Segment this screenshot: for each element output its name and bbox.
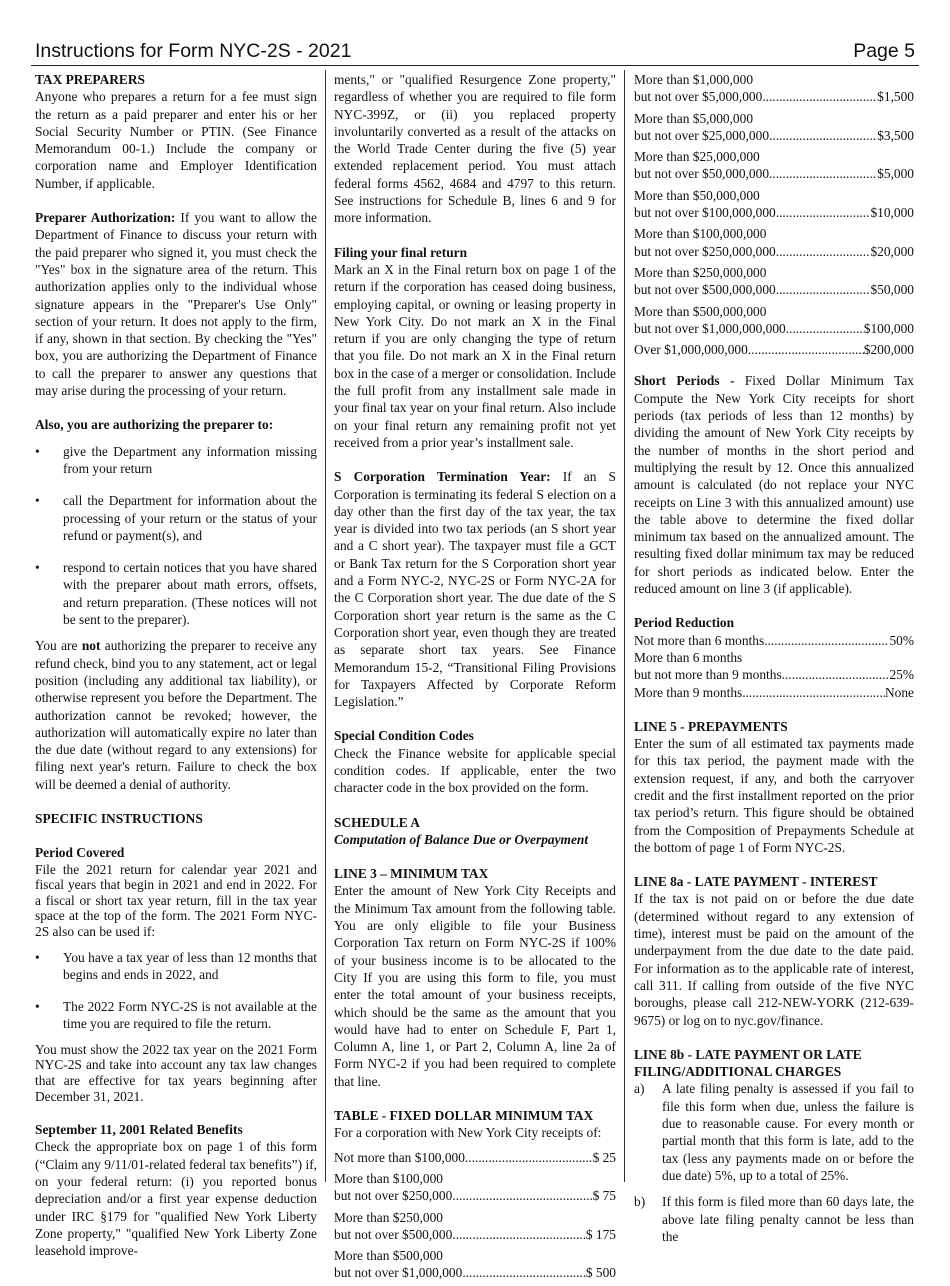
table-row: More than $1,000,000 but not over $5,000,000 ..... $1,500 <box>634 71 914 106</box>
september-11-heading: September 11, 2001 Related Benefits <box>35 1122 243 1138</box>
special-codes-text: Check the Finance website for applicable special condition codes. If applicable, enter the two character code in the box provided on the form. <box>334 745 616 796</box>
tax-preparers-heading: TAX PREPARERS <box>35 72 145 87</box>
period-reduction-table <box>634 632 914 701</box>
fdm-table-subheading: For a corporation with New York City receipts of: <box>334 1125 602 1141</box>
column-3 <box>634 71 914 1245</box>
period-list <box>35 949 317 1033</box>
column-2 <box>334 71 616 1286</box>
page-header <box>35 38 915 66</box>
show-tax-year-text: You must show the 2022 tax year on the 2021 Form NYC-2S and take into account any tax law changes that are effective for tax years beginning after December 31, 2021. <box>35 1041 317 1104</box>
list-item: • respond to certain notices that you have shared with the preparer about math errors, offsets, and return preparation. (These notices will not be sent to the preparer). <box>35 560 317 628</box>
list-item: • call the Department for information about the processing of your return or the status of your refund or payment(s), and <box>35 493 317 543</box>
s-corp-lead: S Corporation Termination Year: <box>334 469 551 485</box>
table-row: More than $5,000,000 but not over $25,000,000 ..... $3,500 <box>634 110 914 145</box>
table-row: More than $500,000,000 but not over $1,000,000,000 ..... $100,000 <box>634 303 914 338</box>
s-corp-paragraph: S Corporation Termination Year: If an S Corporation is terminating its federal S election on a day other than the first day of the tax year, the tax year is divided into two tax periods (an S short year and a C short year). The taxpayer must file a GCT or Bank Tax return for the S Corporation short year and a Form NYC-2, NYC-2S or Form NYC-2A for the C Corporation short year. The due date of the S Corporation short year return is the same as the C Corporation short year, even though they are treated as separate short tax years. See Finance Memorandum 15-2, “Transitional Filing Provisions for Taxpayers Affected by Corporate Reform Legislation.” <box>334 469 616 710</box>
line-5-heading: LINE 5 - PREPAYMENTS <box>634 718 788 734</box>
table-row: More than $50,000,000 but not over $100,000,000 ..... $10,000 <box>634 187 914 222</box>
preparer-authorization-paragraph <box>35 209 317 399</box>
line-8a-text: If the tax is not paid on or before the due date (determined without regard to any extension of time), interest must be paid on the amount of the underpayment from the due date to the date paid. For information as to the applicable rate of interest, call 311. If calling from outside of the five NYC boroughs, please call 212-NEW-YORK (212-639-9675) or log on to nyc.gov/finance. <box>634 891 914 1028</box>
table-row: More than 6 months but not more than 9 months ..... 25% <box>634 649 914 684</box>
preparer-authorization-lead: Preparer Authorization: <box>35 210 176 226</box>
bullet-icon: • <box>35 443 40 459</box>
final-return-text: Mark an X in the Final return box on page 1 of the return if the corporation has ceased doing business, employing capital, or owning or leasing property in New York City. Do not mark an X in the Final return if you are only changing the type of return that you file. Do not mark an X in the Final return box in the case of a merger or consolidation. Include the full profit from any installment sale made in your final tax year on your final return. Also include on your final return any remaining profit not yet received from a prior year’s installment sale. <box>334 261 616 450</box>
fdm-table-part-1 <box>334 1149 616 1282</box>
short-periods-lead: Short Periods - <box>634 373 735 389</box>
line-3-heading: LINE 3 – MINIMUM TAX <box>334 866 489 882</box>
table-row: More than $100,000,000 but not over $250,000,000 ..... $20,000 <box>634 225 914 260</box>
table-row: Not more than 6 months ..... 50% <box>634 632 914 649</box>
final-return-heading: Filing your final return <box>334 244 468 260</box>
schedule-a-subheading: Computation of Balance Due or Overpayment <box>334 831 589 847</box>
also-authorizing-heading: Also, you are authorizing the preparer to: <box>35 417 274 433</box>
bullet-icon: • <box>35 949 40 965</box>
period-reduction-heading: Period Reduction <box>634 615 735 631</box>
list-item: a) A late filing penalty is assessed if you fail to file this form when due, unless the failure is due to reasonable cause. For every month or partial month that this form is late, add to the tax (less any payments made on or before the due date) 5%, up to a total of 25%. <box>634 1081 914 1183</box>
fdm-table-part-2 <box>634 71 914 358</box>
table-row: Over $1,000,000,000 ..... $200,000 <box>634 341 914 358</box>
table-row: More than $250,000,000 but not over $500,000,000 ..... $50,000 <box>634 264 914 299</box>
period-covered-heading: Period Covered <box>35 845 125 861</box>
line-8a-heading: LINE 8a - LATE PAYMENT - INTEREST <box>634 874 878 890</box>
table-row: Not more than $100,000 ..... $ 25 <box>334 1149 616 1166</box>
fdm-table-heading: TABLE - FIXED DOLLAR MINIMUM TAX <box>334 1108 594 1124</box>
table-row: More than $250,000 but not over $500,000 ..... $ 175 <box>334 1209 616 1244</box>
september-11-continued: ments," or "qualified Resurgence Zone property," regardless of whether you are required to file form NYC-399Z, or (ii) you replaced property involuntarily converted as a result of the attacks on the World Trade Center during the five (5) year extended replacement period. You must attach federal forms 4562, 4684 and 4797 to this return. See instructions for Schedule B, lines 6 and 9 for more information. <box>334 72 616 226</box>
bullet-icon: • <box>35 999 40 1015</box>
authorization-list <box>35 443 317 629</box>
column-1 <box>35 71 317 1259</box>
tax-preparers-text: Anyone who prepares a return for a fee must sign the return as a paid preparer and enter his or her Social Security Number or PTIN. (See Finance Memorandum 00-1.) Include the company or corporation name and Employer Identification Number, if applicable. <box>35 89 317 191</box>
line-5-text: Enter the sum of all estimated tax payments made for this tax period, the payment made with the extension request, if any, and both the carryover credit and the first installment reported on the prior tax period’s return. This figure should be obtained from the Composition of Prepayments Schedule at the bottom of page 1 of Form NYC-2S. <box>634 736 914 855</box>
table-row: More than 9 months ..... None <box>634 684 914 701</box>
bullet-icon: • <box>35 560 40 576</box>
special-codes-heading: Special Condition Codes <box>334 728 474 744</box>
line-3-text: Enter the amount of New York City Receipts and the Minimum Tax amount from the following table. You are only eligible to file your Business Corporation Tax return on Form NYC-2S if 100% of your business income is to be allocated to the City If you are using this form to file, you must enter the total amount of your business receipts, which should be the same as the amount that you would have had to enter on Schedule F, Part 1, Column A, line 1, or Part 2, Column A, line 2a of Form NYC-2 if you had been required to complete that line. <box>334 883 616 1089</box>
column-divider-2 <box>624 70 625 1182</box>
specific-instructions-heading: SPECIFIC INSTRUCTIONS <box>35 810 203 826</box>
period-covered-text: File the 2021 return for calendar year 2021 and fiscal years that begin in 2021 and end in 2022. For a fiscal or short tax year return, fill in the tax year space at the top of the form. The 2021 Form NYC-2S also can be used if: <box>35 861 317 939</box>
table-row: More than $500,000 but not over $1,000,000 ..... $ 500 <box>334 1247 616 1282</box>
list-item: • give the Department any information missing from your return <box>35 443 317 476</box>
line-8b-heading: LINE 8b - LATE PAYMENT OR LATE FILING/ADDITIONAL CHARGES <box>634 1046 862 1080</box>
bullet-icon: • <box>35 493 40 509</box>
page-number: Page 5 <box>853 40 915 62</box>
list-item: • You have a tax year of less than 12 months that begins and ends in 2022, and <box>35 949 317 982</box>
not-authorizing-paragraph: You are not authorizing the preparer to receive any refund check, bind you to any statement, act or legal position (including any additional tax liability), or otherwise represent you before the Department. The authorization cannot be revoked; however, the authorization will automatically expire no later than the due date (without regard to any extensions) for filing next year's return. Failure to check the box will be deemed a denial of authority. <box>35 638 317 792</box>
document-title: Instructions for Form NYC-2S - 2021 <box>35 40 352 62</box>
preparer-authorization-text: If you want to allow the Department of Finance to discuss your return with the paid preparer who signed it, you must check the "Yes" box in the signature area of the return. This authorization applies only to the individual whose signature appears in the "Preparer's Use Only" section of your return. It does not apply to the firm, if any, shown in that section. By checking the "Yes" box, you are authorizing the Department of Finance to call the preparer to answer any questions that may arise during the processing of your return. <box>35 210 317 399</box>
short-periods-paragraph: Short Periods - Fixed Dollar Minimum Tax Compute the New York City receipts for short periods (tax periods of less than 12 months) by dividing the amount of New York City receipts by the number of months in the short period and multiplying the result by 12. Once this annualized amount is calculated (do not replace your NYC receipts on Line 3 with this annualized amount) use the table above to determine the fixed dollar minimum tax based on the annualized amount. The resulting fixed dollar minimum tax may be reduced for short periods as indicated below. Enter the reduced amount on line 3 (if applicable). <box>634 373 914 597</box>
schedule-a-heading: SCHEDULE A <box>334 814 420 830</box>
header-rule <box>31 65 919 66</box>
list-item: • The 2022 Form NYC-2S is not available at the time you are required to file the return. <box>35 999 317 1032</box>
column-divider-1 <box>325 70 326 1182</box>
september-11-text: Check the appropriate box on page 1 of this form (“Claim any 9/11/01-related federal tax benefits”) if, on your federal return: (i) you reported bonus depreciation and/or a first year expense deduction under IRC §179 for "qualified New York Liberty Zone property," "qualified New York Liberty Zone leasehold improve- <box>35 1139 317 1259</box>
table-row: More than $100,000 but not over $250,000 ..... $ 75 <box>334 1170 616 1205</box>
table-row: More than $25,000,000 but not over $50,000,000 ..... $5,000 <box>634 148 914 183</box>
list-item: b) If this form is filed more than 60 days late, the above late filing penalty cannot be less than the <box>634 1194 914 1244</box>
